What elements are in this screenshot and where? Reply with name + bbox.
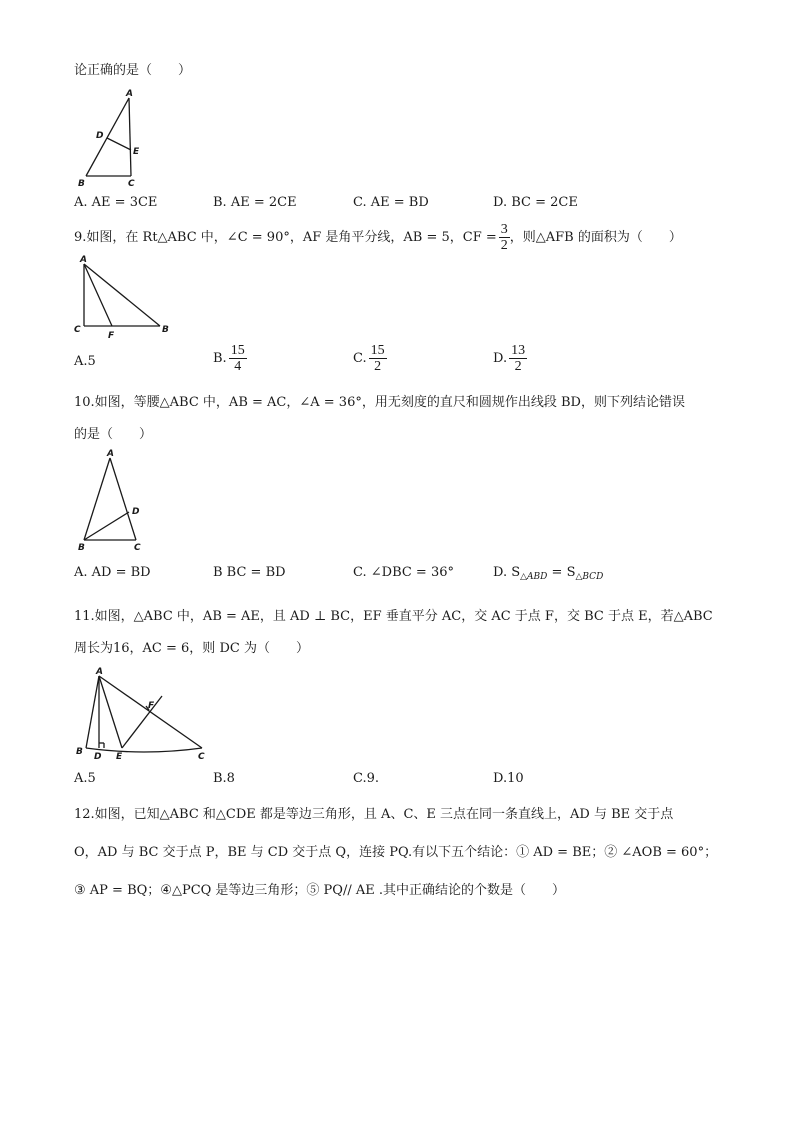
q9-option-b-fraction [229, 343, 247, 374]
q11-option-c[interactable]: C.9. [353, 771, 380, 786]
q9-label-f: F [108, 331, 115, 341]
q9-figure [74, 254, 184, 344]
q10-option-b[interactable]: B BC = BD [213, 565, 286, 580]
q9-option-b-prefix: B. [213, 351, 227, 366]
q9-option-d[interactable] [493, 343, 527, 374]
q9-stem [74, 222, 682, 253]
q9-option-c-prefix: C. [353, 351, 367, 366]
q10-label-a: A [107, 449, 114, 459]
q9-option-d-den: 2 [514, 359, 522, 374]
q8-label-d: D [96, 131, 104, 141]
q9-option-c-fraction [369, 343, 387, 374]
q8-option-a[interactable]: A. AE = 3CE [74, 195, 158, 210]
q10-stem-line1: 10.如图，等腰△ABC 中，AB = AC，∠A = 36°，用无刻度的直尺和圆规作出线段 BD，则下列结论错误 [74, 395, 685, 410]
q10-stem-line2: 的是（ ） [74, 427, 153, 442]
q11-label-d: D [94, 752, 102, 762]
q12-stem-line3: ③ AP = BQ；④△PCQ 是等边三角形；⑤ PQ// AE .其中正确结论的个数是（ ） [74, 883, 565, 898]
q10-option-d-sub2: △BCD [575, 572, 604, 582]
q9-option-c-den: 2 [374, 359, 382, 374]
q11-label-e: E [116, 752, 123, 762]
q11-label-c: C [198, 752, 205, 762]
q9-option-b-den: 4 [234, 359, 242, 374]
q10-label-b: B [78, 543, 85, 553]
q11-stem-line2: 周长为16，AC = 6，则 DC 为（ ） [74, 641, 309, 656]
q11-stem-line1: 11.如图，△ABC 中，AB = AE，且 AD ⊥ BC，EF 垂直平分 AC，交 AC 于点 F，交 BC 于点 E，若△ABC [74, 609, 713, 624]
q9-cf-fraction [499, 222, 510, 253]
q9-cf-num: 3 [500, 222, 508, 237]
q11-option-a[interactable]: A.5 [74, 771, 96, 786]
q12-stem-line1: 12.如图，已知△ABC 和△CDE 都是等边三角形，且 A、C、E 三点在同一条直线上，AD 与 BE 交于点 [74, 807, 674, 822]
q10-figure [74, 448, 164, 558]
q9-cf-den: 2 [500, 238, 508, 253]
q11-label-a: A [96, 667, 103, 677]
q9-option-d-prefix: D. [493, 351, 508, 366]
q9-option-d-num: 13 [511, 343, 526, 358]
q9-option-a[interactable]: A.5 [74, 354, 96, 369]
q10-label-c: C [134, 543, 141, 553]
q10-option-d-sub1: △ABD [520, 572, 548, 582]
q8-label-b: B [78, 179, 85, 189]
q9-option-d-fraction [509, 343, 527, 374]
q10-option-d[interactable] [493, 564, 603, 586]
q8-label-a: A [126, 89, 133, 99]
q10-label-d: D [132, 507, 140, 517]
q9-label-a: A [80, 255, 87, 265]
q12-stem-line2: O，AD 与 BC 交于点 P，BE 与 CD 交于点 Q，连接 PQ.有以下五个结论：① AD = BE；② ∠AOB = 60°； [74, 845, 718, 860]
q9-stem-b: ，则△AFB 的面积为（ ） [509, 230, 682, 245]
q11-label-f: F [148, 701, 155, 711]
q8-label-e: E [133, 147, 140, 157]
q9-option-c[interactable] [353, 343, 387, 374]
q11-option-d[interactable]: D.10 [493, 771, 524, 786]
q9-option-c-num: 15 [370, 343, 385, 358]
q8-figure [74, 88, 164, 188]
q8-option-c[interactable]: C. AE = BD [353, 195, 429, 210]
q9-label-b: B [162, 325, 169, 335]
q8-label-c: C [128, 179, 135, 189]
q10-option-c[interactable]: C. ∠DBC = 36° [353, 565, 455, 580]
q11-figure [74, 664, 214, 764]
q9-label-c: C [74, 325, 81, 335]
q11-label-b: B [76, 747, 83, 757]
q9-option-b[interactable] [213, 343, 247, 374]
q10-option-d-prefix: D. S [493, 565, 521, 580]
q8-option-d[interactable]: D. BC = 2CE [493, 195, 578, 210]
q8-stem-tail: 论正确的是（ ） [74, 63, 192, 78]
q9-stem-a: 9.如图，在 Rt△ABC 中，∠C = 90°，AF 是角平分线，AB = 5，CF = [74, 230, 497, 245]
q8-option-b[interactable]: B. AE = 2CE [213, 195, 297, 210]
q10-option-a[interactable]: A. AD = BD [74, 565, 151, 580]
q10-option-d-mid: = S [547, 565, 576, 580]
q9-option-b-num: 15 [230, 343, 245, 358]
q11-option-b[interactable]: B.8 [213, 771, 235, 786]
